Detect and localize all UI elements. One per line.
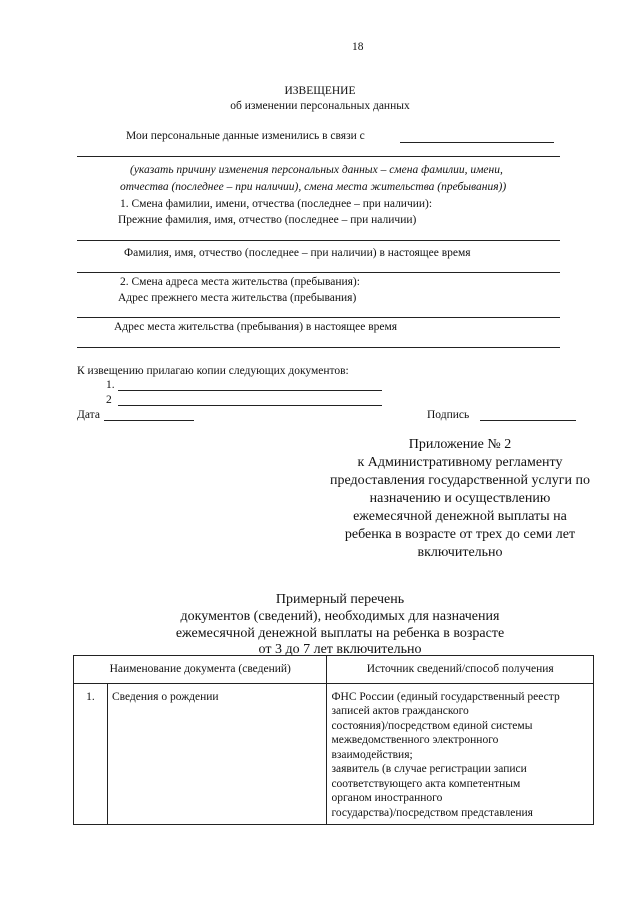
source-line: государства)/посредством представления (331, 806, 533, 819)
attachment-1-label: 1. (106, 379, 115, 391)
appendix-line-5: ежемесячной денежной выплаты на (353, 509, 567, 524)
appendix-line-1: Приложение № 2 (408, 437, 512, 452)
previous-name-line (77, 240, 560, 241)
row-source (327, 683, 594, 825)
current-name-line (77, 272, 560, 273)
previous-name-label: Прежние фамилия, имя, отчество (последнее – при наличии) (118, 214, 417, 226)
appendix-line-3: предоставления государственной услуги по (330, 473, 590, 488)
list-title-1: Примерный перечень (275, 592, 405, 607)
row-document-name: Сведения о рождении (107, 683, 327, 825)
source-line: соответствующего акта компетентным (331, 777, 521, 790)
appendix-line-6: ребенка в возрасте от трех до семи лет (344, 527, 576, 542)
appendix-line-2: к Административному регламенту (357, 455, 563, 470)
notice-intro: Мои персональные данные изменились в связи с (126, 130, 365, 142)
source-line: органом иностранного (331, 792, 443, 804)
appendix-line-7: включительно (417, 545, 503, 560)
current-address-line (77, 347, 560, 348)
signature-line (480, 420, 576, 421)
reason-hint-2: отчества (последнее – при наличии), смена места жительства (пребывания)) (120, 181, 507, 193)
notice-title: ИЗВЕЩЕНИЕ (284, 85, 356, 97)
list-title-2: документов (сведений), необходимых для назначения (180, 609, 500, 624)
previous-address-label: Адрес прежнего места жительства (пребывания) (118, 292, 357, 304)
table-header-row (74, 656, 594, 684)
attachment-1-line (118, 390, 382, 391)
section2-title: 2. Смена адреса места жительства (пребывания): (120, 276, 360, 288)
reason-full-line (77, 156, 560, 157)
page-number: 18 (352, 41, 364, 53)
list-title-4: от 3 до 7 лет включительно (258, 642, 422, 657)
list-title-3: ежемесячной денежной выплаты на ребенка в возрасте (175, 626, 505, 641)
date-label: Дата (77, 409, 100, 421)
source-line: заявитель (в случае регистрации записи (331, 763, 527, 775)
source-line: взаимодействия; (331, 748, 413, 761)
section1-title: 1. Смена фамилии, имени, отчества (последнее – при наличии): (120, 198, 433, 210)
source-line: состояния)/посредством единой системы (331, 719, 533, 732)
attachment-2-label: 2 (106, 394, 112, 406)
attachments-intro: К извещению прилагаю копии следующих документов: (77, 365, 349, 377)
row-number: 1. (74, 683, 108, 825)
date-line (104, 420, 194, 421)
documents-table (73, 655, 594, 825)
header-source: Источник сведений/способ получения (327, 656, 594, 684)
current-name-label: Фамилия, имя, отчество (последнее – при наличии) в настоящее время (124, 247, 471, 259)
reason-blank-line (400, 142, 554, 143)
source-line: записей актов гражданского (331, 705, 469, 717)
table-row (74, 683, 594, 825)
header-document-name: Наименование документа (сведений) (74, 656, 327, 684)
reason-hint-1: (указать причину изменения персональных данных – смена фамилии, имени, (130, 164, 503, 176)
source-line: межведомственного электронного (331, 734, 499, 746)
attachment-2-line (118, 405, 382, 406)
previous-address-line (77, 317, 560, 318)
appendix-line-4: назначению и осуществлению (369, 491, 551, 506)
signature-label: Подпись (427, 409, 470, 421)
current-address-label: Адрес места жительства (пребывания) в настоящее время (114, 321, 398, 333)
notice-subtitle: об изменении персональных данных (230, 100, 410, 112)
source-line: ФНС России (единый государственный реестр (331, 690, 560, 703)
